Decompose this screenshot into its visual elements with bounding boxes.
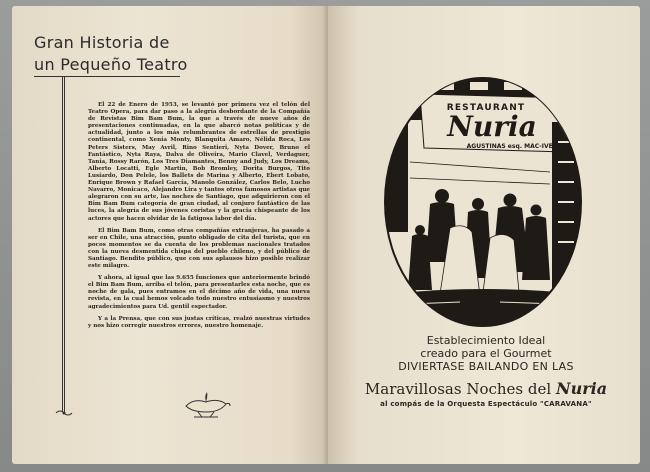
ad-caption-line-5: al compás de la Orquesta Espectáculo "CARAVANA" xyxy=(380,400,592,408)
ad-caption xyxy=(330,334,642,408)
article-paragraph-2: El Bim Bam Bum, como otras compañías extranjeras, ha pasado a ser en Chile, una atracción, punto obligado de cita del turista, que en pocos momentos se da cuenta de los problemas nacionales tratados con la nueva desmentida chispa del pueblo chileno, y del público de Santiago. Bendito público, que con sus aplausos hizo posible realizar este milagro. xyxy=(88,227,310,270)
ornament-foot-icon xyxy=(54,408,74,418)
article-paragraph-3: Y ahora, al igual que las 9.655 funciones que anteriormente brindó el Bim Bam Bum, arriba el telón, para presentarles esta noche, que es noche de gala, pues entramos en el décimo año de vida, una nueva revista, en la cual hemos volcado todo nuestro entusiasmo y nuestros agradecimientos para Ud. gentil espectador. xyxy=(88,275,310,310)
article-paragraph-4: Y a la Prensa, que con sus justas críticas, realzó nuestras virtudes y nos hizo corregir nuestros errores, nuestro homenaje. xyxy=(88,315,310,329)
ad-caption-line-4-prefix: Maravillosas Noches del xyxy=(364,380,552,398)
ad-caption-line-4 xyxy=(330,378,642,400)
restaurant-name: Nuria xyxy=(447,110,537,143)
ad-caption-line-3: DIVIERTASE BAILANDO EN LAS xyxy=(398,360,574,373)
oil-lamp-icon xyxy=(180,390,232,420)
page-title xyxy=(34,32,304,76)
history-article xyxy=(88,102,310,335)
left-page xyxy=(12,6,328,464)
article-paragraph-1: El 22 de Enero de 1953, se levantó por primera vez el telón del Teatro Opera, para dar paso a la alegría desbordante de la Compañía de Revistas Bim Bam Bum, la que a través de nueve años de presentaciones continuadas, en la que abarcó notas políticas y de actualidad, junto a los más relumbrantes de estrellas de prestigio continental, como Xenia Monty, Blanquita Amaro, Nélida Roca, Los Peters Sisters, May Avril, Rino Sentieri, Nyta Dover, Bruno el Fantástico, Nyta Raya, Dalva de Oliveira, Mario Clavel, Verdaguer, Tania, Rossy Rarón, Los Tres Diamantes, Benny and Judy, Los Dreams, Alberto Locatti, Egle Martin, Bob Bromley, Dorita Burgos, Tito Lusiardo, Don Pelele, los Ballets de Marina y Alberto, Ebert Lobato, Enrique Brown y Rafael García, Manolo González, Carlos Belo, Lucho Navarro, Monicaco, Alejandro Lira y tantos otros famosos artistas que alegraron con su arte, las noches de Santiago, que adquirieron con el Bim Bam Bum categoría de gran ciudad, al conjuro fantástico de las luces, la alegría de sus jóvenes coristas y la gracia chispeante de los actores que hacen olvidar de la fatigosa labor del día. xyxy=(88,102,310,222)
restaurant-label: RESTAURANT xyxy=(446,103,526,113)
ad-caption-line-1: Establecimiento Ideal xyxy=(426,334,546,347)
vertical-double-rule xyxy=(62,76,65,412)
ad-caption-line-4-name: Nuria xyxy=(555,379,608,398)
restaurant-illustration xyxy=(380,32,586,328)
title-line-2: un Pequeño Teatro xyxy=(34,55,188,74)
title-line-1: Gran Historia de xyxy=(34,33,170,52)
restaurant-address: AGUSTINAS esq. MAC-IVER xyxy=(466,143,558,150)
title-underline xyxy=(34,76,180,77)
ad-caption-line-2: creado para el Gourmet xyxy=(420,347,552,360)
